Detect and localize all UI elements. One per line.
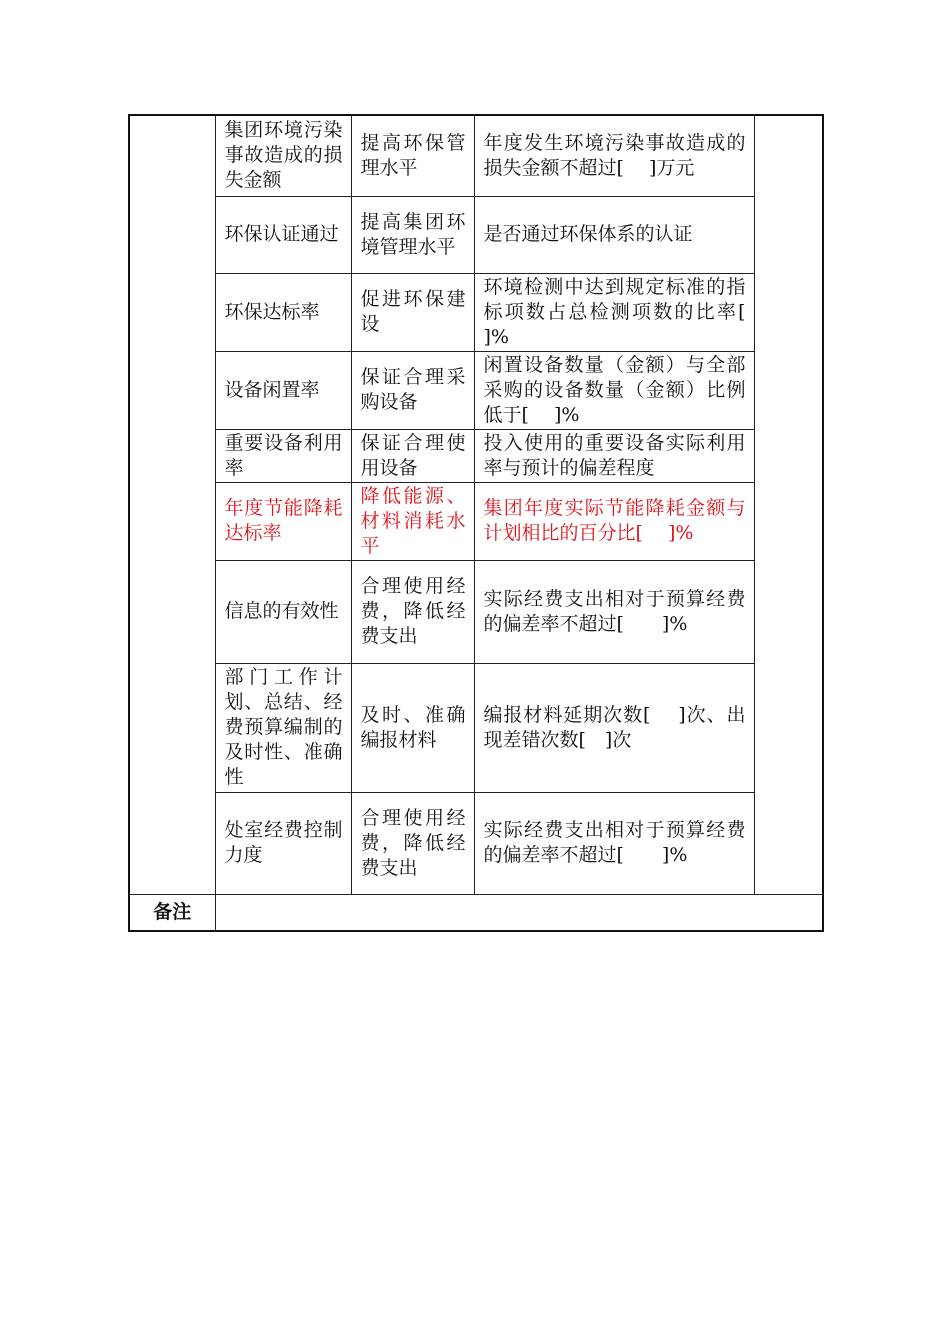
table-row xyxy=(129,792,823,894)
indicator-cell: 环保达标率 xyxy=(215,273,351,351)
remark-row xyxy=(129,894,823,931)
indicator-cell: 年度节能降耗达标率 xyxy=(215,482,351,560)
indicator-cell: 处室经费控制力度 xyxy=(215,792,351,894)
table-row xyxy=(129,560,823,663)
standard-cell: 环境检测中达到规定标准的指标项数占总检测项数的比率[ ]% xyxy=(474,273,754,351)
goal-cell: 提高集团环境管理水平 xyxy=(351,196,474,273)
goal-cell: 合理使用经费，降低经费支出 xyxy=(351,792,474,894)
standard-cell: 编报材料延期次数[ ]次、出现差错次数[ ]次 xyxy=(474,663,754,792)
indicator-cell: 集团环境污染事故造成的损失金额 xyxy=(215,115,351,196)
table-row xyxy=(129,351,823,429)
category-cell xyxy=(129,115,215,894)
table-row xyxy=(129,273,823,351)
table-row xyxy=(129,663,823,792)
remark-label: 备注 xyxy=(129,894,215,931)
indicator-cell: 重要设备利用率 xyxy=(215,429,351,482)
goal-cell: 促进环保建设 xyxy=(351,273,474,351)
indicator-cell: 环保认证通过 xyxy=(215,196,351,273)
table-row-highlighted xyxy=(129,482,823,560)
standard-cell: 是否通过环保体系的认证 xyxy=(474,196,754,273)
standard-cell: 实际经费支出相对于预算经费的偏差率不超过[ ]% xyxy=(474,560,754,663)
goal-cell: 及时、准确编报材料 xyxy=(351,663,474,792)
indicator-cell: 设备闲置率 xyxy=(215,351,351,429)
standard-cell: 集团年度实际节能降耗金额与计划相比的百分比[ ]% xyxy=(474,482,754,560)
table-row xyxy=(129,115,823,196)
standard-cell: 年度发生环境污染事故造成的损失金额不超过[ ]万元 xyxy=(474,115,754,196)
goal-cell: 合理使用经费，降低经费支出 xyxy=(351,560,474,663)
table-row xyxy=(129,196,823,273)
standard-cell: 投入使用的重要设备实际利用率与预计的偏差程度 xyxy=(474,429,754,482)
remark-content xyxy=(215,894,823,931)
goal-cell: 降低能源、材料消耗水平 xyxy=(351,482,474,560)
evaluation-table xyxy=(128,114,824,932)
table-row xyxy=(129,429,823,482)
goal-cell: 保证合理使用设备 xyxy=(351,429,474,482)
score-cell xyxy=(754,115,823,894)
goal-cell: 保证合理采购设备 xyxy=(351,351,474,429)
indicator-cell: 信息的有效性 xyxy=(215,560,351,663)
indicator-cell: 部门工作计划、总结、经费预算编制的及时性、准确性 xyxy=(215,663,351,792)
goal-cell: 提高环保管理水平 xyxy=(351,115,474,196)
standard-cell: 实际经费支出相对于预算经费的偏差率不超过[ ]% xyxy=(474,792,754,894)
standard-cell: 闲置设备数量（金额）与全部采购的设备数量（金额）比例低于[ ]% xyxy=(474,351,754,429)
